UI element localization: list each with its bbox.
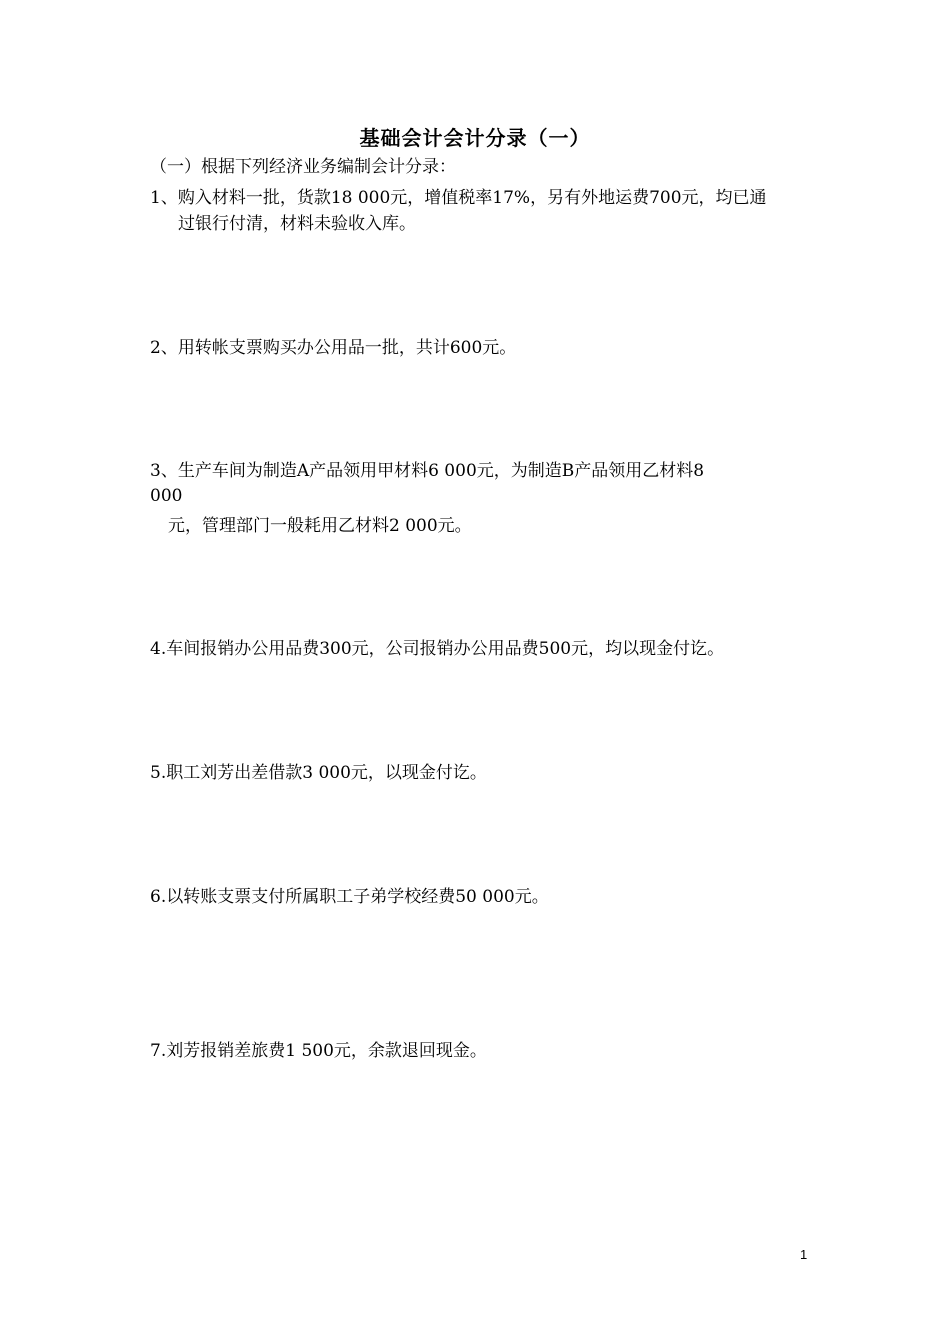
item-1-line-2: 过银行付清，材料未验收入库。 <box>178 214 416 234</box>
page-number: 1 <box>800 1247 808 1262</box>
item-3-line-3: 元，管理部门一般耗用乙材料2 000元。 <box>168 516 472 536</box>
item-1-line-1: 1、购入材料一批，货款18 000元，增值税率17%，另有外地运费700元，均已通 <box>150 188 767 208</box>
item-7-line-1: 7.刘芳报销差旅费1 500元，余款退回现金。 <box>150 1041 487 1061</box>
document-title: 基础会计会计分录（一） <box>359 126 591 150</box>
item-6-line-1: 6.以转账支票支付所属职工子弟学校经费50 000元。 <box>150 887 549 907</box>
item-5-line-1: 5.职工刘芳出差借款3 000元，以现金付讫。 <box>150 763 487 783</box>
item-4-line-1: 4.车间报销办公用品费300元，公司报销办公用品费500元，均以现金付讫。 <box>150 639 725 659</box>
item-2-line-1: 2、用转帐支票购买办公用品一批，共计600元。 <box>150 338 517 358</box>
item-3-line-2: 000 <box>150 486 183 506</box>
item-3-line-1: 3、生产车间为制造A产品领用甲材料6 000元，为制造B产品领用乙材料8 <box>150 461 705 481</box>
section-heading: （一）根据下列经济业务编制会计分录： <box>150 157 456 177</box>
